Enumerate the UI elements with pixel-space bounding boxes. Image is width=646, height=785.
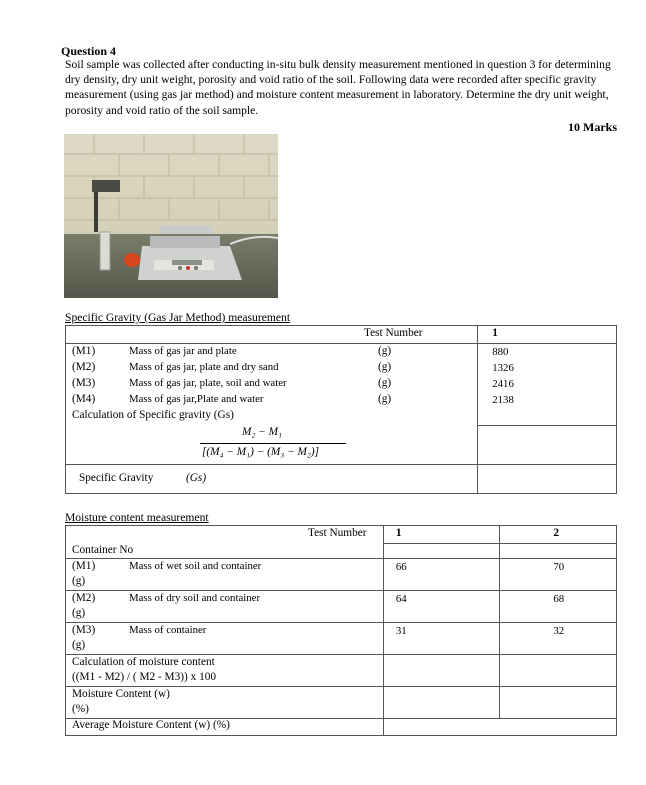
mc-row-3-label-cell: [66, 622, 384, 654]
question-title: Question 4: [61, 44, 117, 58]
mc-row-2-value-2-cell: [500, 590, 617, 622]
mc-test-1: 1: [395, 527, 402, 539]
mc-row-2-unit: (g): [72, 606, 86, 619]
sg-row-3-value: 2416: [492, 378, 514, 390]
sg-row-2-unit: (g): [378, 361, 392, 373]
mc-row-2-label-cell: [66, 590, 384, 622]
moisture-table: [65, 525, 617, 736]
mc-container-2: [500, 544, 617, 559]
mc-test-2-cell: [500, 526, 617, 544]
mc-row-3-value-2: 32: [553, 624, 565, 637]
mc-row-1-label-cell: [66, 558, 384, 590]
sg-value-divider: [478, 425, 616, 426]
mc-row-1-unit: (g): [72, 574, 86, 587]
sg-row-4-code: (M4): [72, 393, 96, 405]
sg-result-value-cell: [478, 465, 617, 494]
mc-result-cell: [66, 686, 384, 718]
mc-calc-label: Calculation of moisture content: [72, 655, 215, 668]
mc-row-2-value-1: 64: [395, 592, 407, 605]
mc-result-label: Moisture Content (w): [72, 687, 170, 700]
mc-calc-2: [500, 654, 617, 686]
mc-result-1: [383, 686, 500, 718]
mc-row-2-code: (M2): [72, 591, 96, 604]
specific-gravity-title: Specific Gravity (Gas Jar Method) measurement: [65, 311, 291, 324]
sg-row-2-label: Mass of gas jar, plate and dry sand: [129, 361, 279, 373]
sg-row-3-unit: (g): [378, 377, 392, 389]
sg-row-1-value: 880: [492, 346, 509, 358]
sg-test-number: 1: [492, 327, 498, 339]
mc-average-value: [383, 718, 616, 735]
mc-row-1-value-1: 66: [395, 560, 407, 573]
mc-row-2-label: Mass of dry soil and container: [129, 591, 261, 604]
sg-row-4-label: Mass of gas jar,Plate and water: [129, 393, 264, 405]
sg-row-3-label: Mass of gas jar, plate, soil and water: [129, 377, 287, 389]
question-body: Soil sample was collected after conducting in-situ bulk density measurement mentioned in question 3 for determining dry density, dry unit weight, porosity and void ratio of the soil. Following data were recorded after specific gravity measurement (using gas jar method) and moisture content measurement in laboratory. Determine the dry unit weight, porosity and void ratio of the soil sample.: [65, 58, 611, 117]
sg-row-1-code: (M1): [72, 345, 96, 357]
sg-header-cell: [66, 326, 478, 344]
mc-row-1-label: Mass of wet soil and container: [129, 559, 262, 572]
mc-container-1: [383, 544, 500, 559]
mc-result-2: [500, 686, 617, 718]
moisture-title: Moisture content measurement: [65, 511, 209, 524]
mc-calc-formula: ((M1 - M2) / ( M2 - M3)) x 100: [72, 670, 217, 683]
sg-row-3-code: (M3): [72, 377, 96, 389]
mc-calc-cell: [66, 654, 384, 686]
mc-row-2-value-2: 68: [553, 592, 565, 605]
sg-row-4-unit: (g): [378, 393, 392, 405]
mc-header-cell: [66, 526, 384, 544]
mc-row-1-value-2-cell: [500, 558, 617, 590]
sg-calc-label: Calculation of Specific gravity (Gs): [72, 409, 234, 421]
sg-test-number-label: Test Number: [364, 327, 423, 339]
sg-values-cell: [478, 344, 617, 465]
sg-formula-denominator: [(M₄ − M₁) − (M₃ − M₂)]: [202, 446, 320, 458]
mc-row-3-value-1-cell: [383, 622, 500, 654]
mc-test-1-cell: [383, 526, 500, 544]
mc-result-unit: (%): [72, 702, 89, 715]
mc-average-cell: [66, 718, 384, 735]
mc-row-1-code: (M1): [72, 559, 96, 572]
mc-test-number-label: Test Number: [308, 527, 367, 539]
sg-test-number-cell: [478, 326, 617, 344]
mc-row-3-value-1: 31: [395, 624, 407, 637]
sg-row-1-unit: (g): [378, 345, 392, 357]
mc-row-3-code: (M3): [72, 623, 96, 636]
sg-row-4-value: 2138: [492, 394, 514, 406]
mc-average-label: Average Moisture Content (w) (%): [72, 718, 230, 731]
mc-row-3-unit: (g): [72, 638, 86, 651]
mc-calc-1: [383, 654, 500, 686]
sg-row-1-label: Mass of gas jar and plate: [129, 345, 237, 357]
sg-result-label-cell: [66, 465, 478, 494]
sg-formula-numerator: M₂ − M₁: [242, 426, 282, 438]
mc-row-3-label: Mass of container: [129, 623, 207, 636]
sg-row-2-value: 1326: [492, 362, 514, 374]
sg-result-symbol: (Gs): [186, 472, 207, 484]
sg-row-2-code: (M2): [72, 361, 96, 373]
mc-container-label: Container No: [72, 543, 134, 556]
sg-data-cell: [66, 344, 478, 465]
mc-container-cell: [66, 544, 384, 559]
sg-result-label: Specific Gravity: [79, 472, 154, 484]
specific-gravity-table: [65, 325, 617, 494]
mc-row-1-value-1-cell: [383, 558, 500, 590]
mc-test-2: 2: [553, 527, 560, 539]
mc-row-3-value-2-cell: [500, 622, 617, 654]
mc-row-2-value-1-cell: [383, 590, 500, 622]
sg-formula-bar: [200, 443, 346, 444]
lab-photo: [64, 134, 278, 298]
mc-row-1-value-2: 70: [553, 560, 565, 573]
marks-label: 10 Marks: [568, 120, 617, 134]
balance-photo-image: [64, 134, 278, 298]
